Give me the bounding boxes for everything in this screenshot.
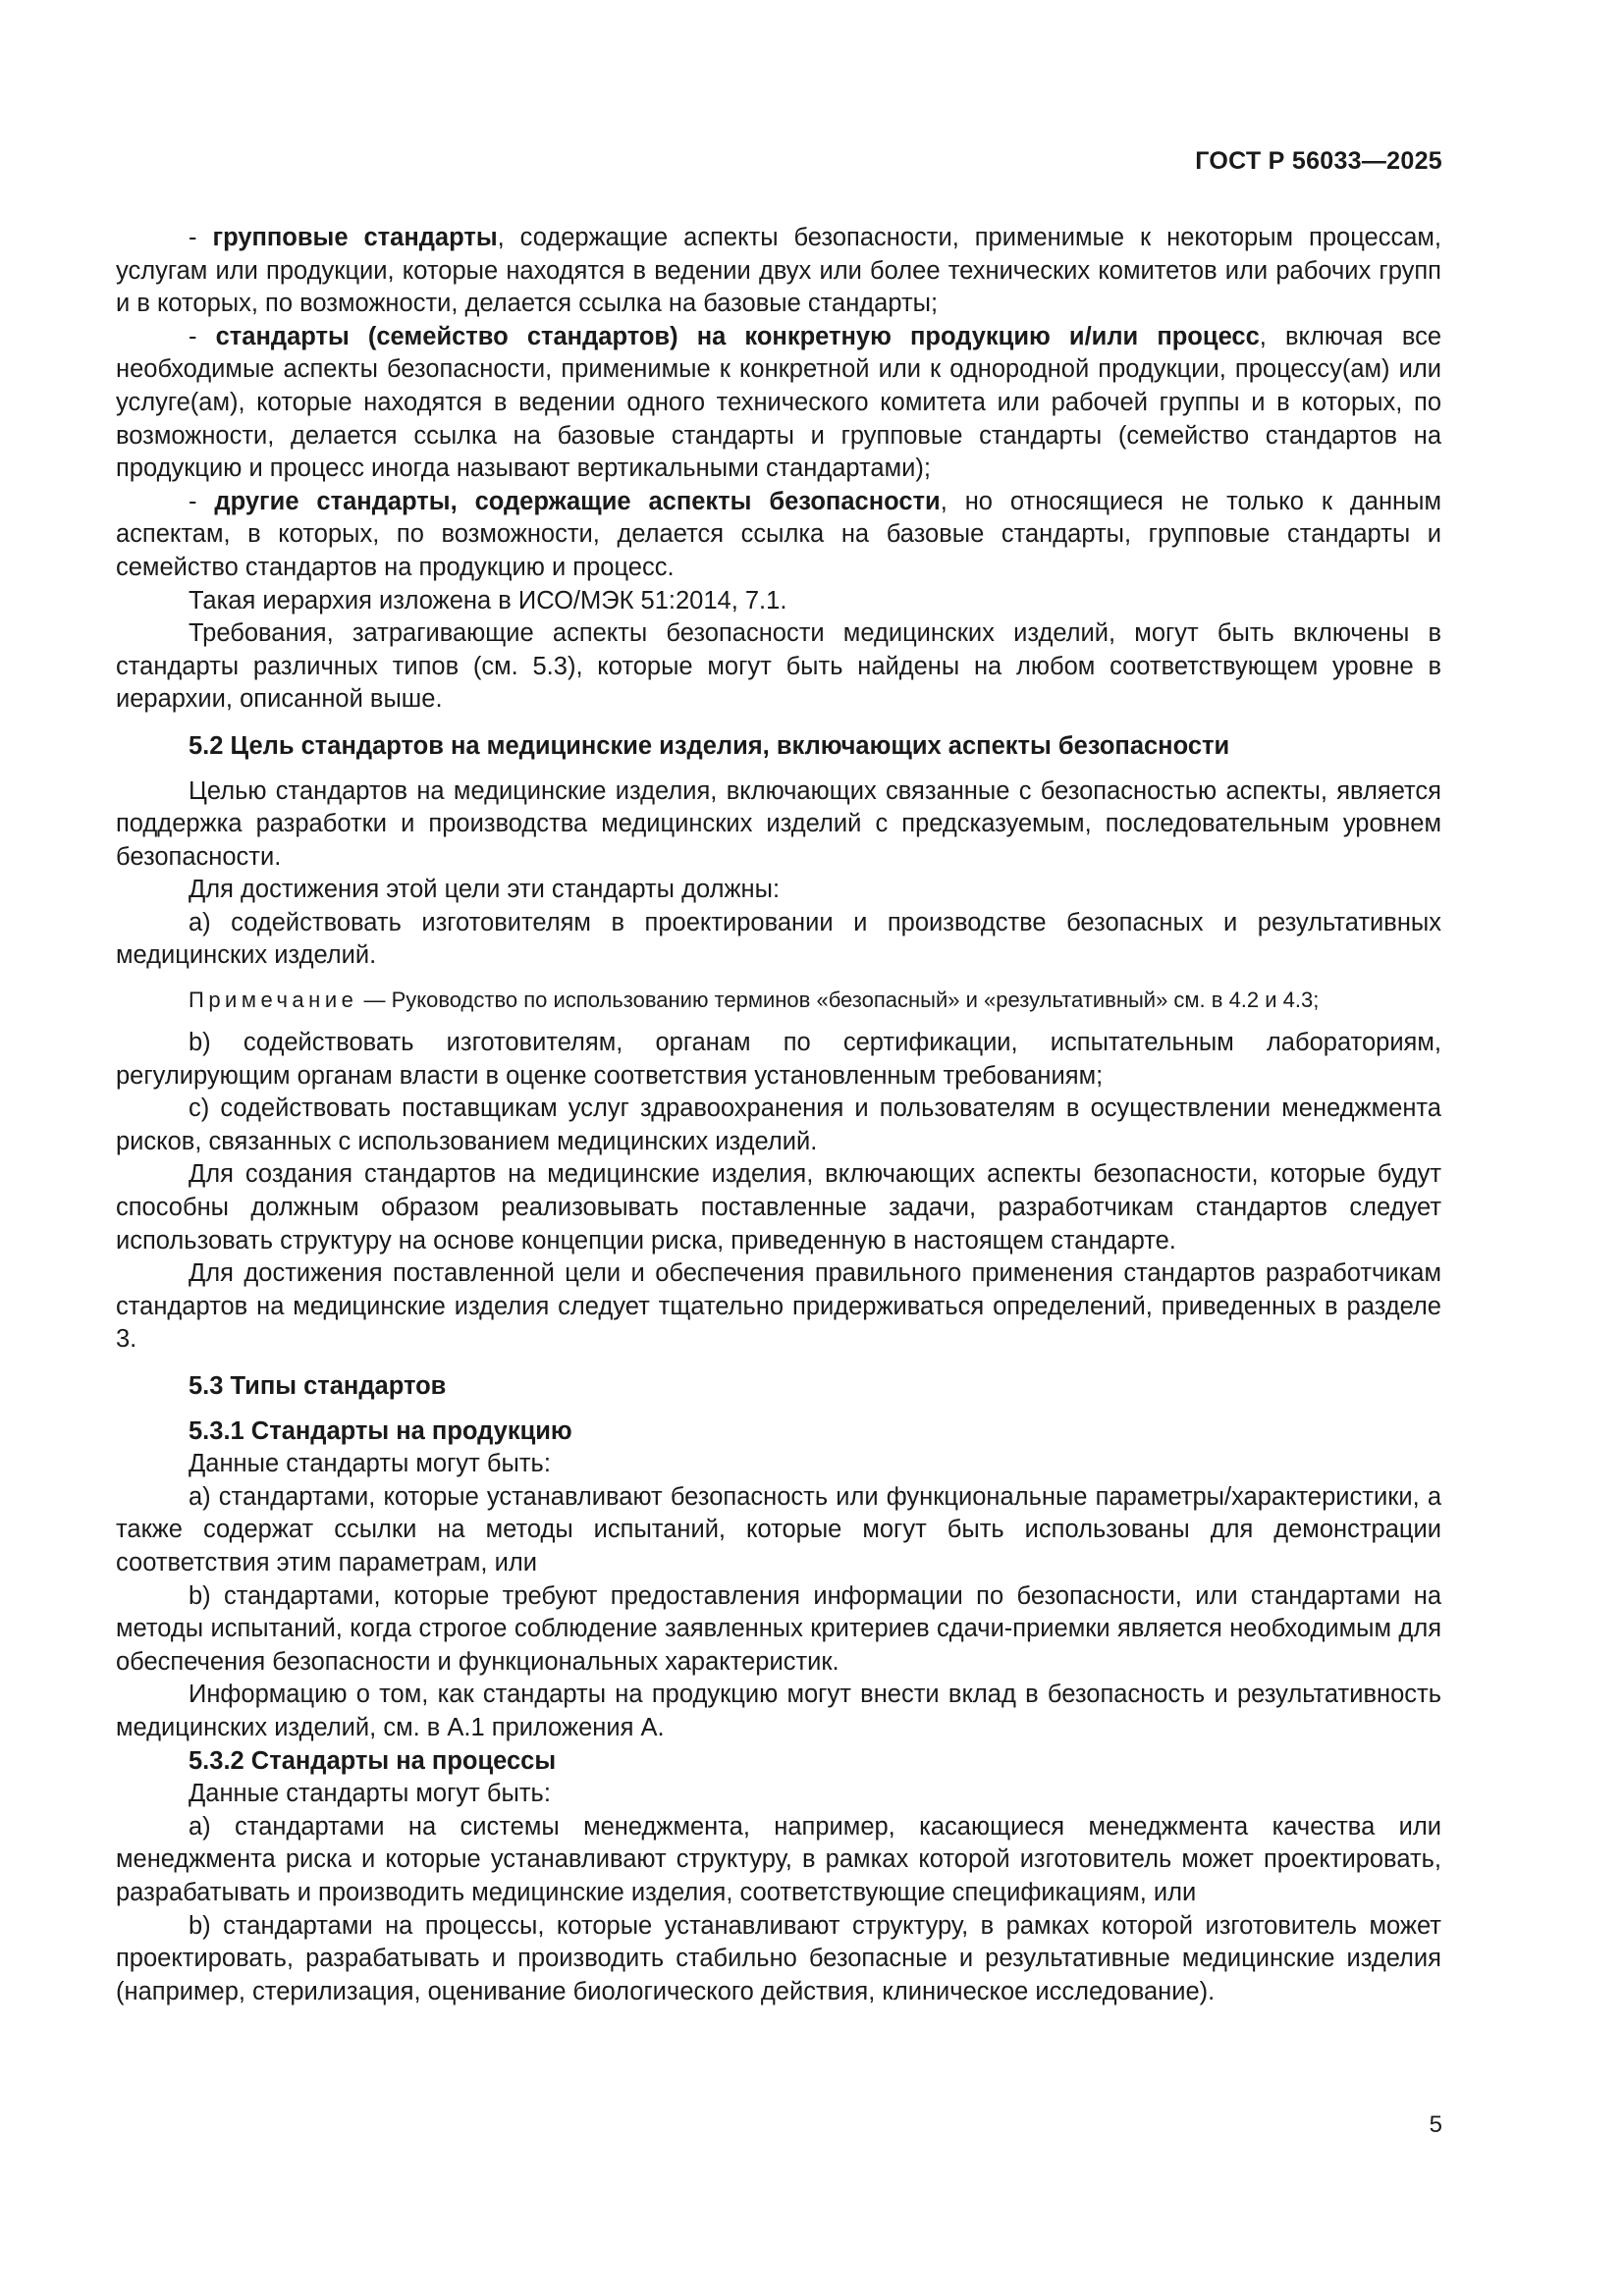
- list-item: c) содействовать поставщикам услуг здравоохранения и пользователям в осуществлении менеджмента рисков, связанных с использованием медицинских изделий.: [116, 1095, 1441, 1155]
- note: [116, 985, 1441, 1015]
- note-label: Примечание: [189, 988, 358, 1013]
- list-item-other-standards: - другие стандарты, содержащие аспекты безопасности, но относящиеся не только к данным аспектам, в которых, по возможности, делается ссылка на базовые стандарты, групповые стандарты и семейство стандартов на продукцию и процесс.: [116, 487, 1441, 581]
- subsection-heading-5-3-1: 5.3.1 Стандарты на продукцию: [189, 1416, 572, 1445]
- list-item-product-standards: - стандарты (семейство стандартов) на конкретную продукцию и/или процесс, включая все необходимые аспекты безопасности, применимые к конкретной или к однородной продукции, процессу(ам) или услуге(ам), которые находятся в ведении одного технического комитета или рабочей группы и в которых, по возможности, делается ссылка на базовые стандарты и групповые стандарты (семейство стандартов на продукцию и процесс иногда называют вертикальными стандартами);: [116, 322, 1442, 483]
- paragraph-text: , но относящиеся не только к данным аспектам, в которых, по возможности, делается ссылка на базовые стандарты, групповые стандарты и семейство стандартов на продукцию и процесс.: [116, 487, 1441, 581]
- paragraph: Целью стандартов на медицинские изделия, включающих связанные с безопасностью аспекты, является поддержка разработки и производства медицинских изделий с предсказуемым, последовательным уровнем безопасности.: [116, 776, 1441, 871]
- document-body: [116, 222, 1441, 2008]
- list-item: b) стандартами, которые требуют предоставления информации по безопасности, или стандартами на методы испытаний, когда строгое соблюдение заявленных критериев сдачи-приемки является необходимым для обеспечения безопасности и функциональных характеристик.: [116, 1581, 1441, 1676]
- paragraph: Данные стандарты могут быть:: [189, 1780, 551, 1808]
- list-item: a) содействовать изготовителям в проектировании и производстве безопасных и результативных медицинских изделий.: [116, 908, 1441, 970]
- subsection-heading-5-3-2: 5.3.2 Стандарты на процессы: [189, 1746, 557, 1775]
- paragraph: Для создания стандартов на медицинские изделия, включающих аспекты безопасности, которые будут способны должным образом реализовывать поставленные задачи, разработчикам стандартов следует использовать структуру на основе концепции риска, приведенную в настоящем стандарте.: [116, 1160, 1441, 1255]
- paragraph-text: , содержащие аспекты безопасности, применимые к некоторым процессам, услугам или продукции, которые находятся в ведении двух или более технических комитетов или рабочих групп и в которых, по возможности, делается ссылка на базовые стандарты;: [116, 224, 1441, 318]
- section-heading-5-3: 5.3 Типы стандартов: [189, 1372, 447, 1400]
- paragraph-text: , включая все необходимые аспекты безопасности, применимые к конкретной или к однородной продукции, процессу(ам) или услуге(ам), которые находятся в ведении одного технического комитета или рабочей группы и в которых, по возможности, делается ссылка на базовые стандарты и групповые стандарты (семейство стандартов на продукцию и процесс иногда называют вертикальными стандартами);: [116, 322, 1442, 483]
- term-bold: групповые стандарты: [212, 224, 498, 251]
- paragraph: Данные стандарты могут быть:: [189, 1450, 551, 1478]
- term-bold: стандарты (семейство стандартов) на конкретную продукцию и/или процесс: [215, 322, 1260, 350]
- term-bold: другие стандарты, содержащие аспекты безопасности: [214, 487, 941, 515]
- page-number: 5: [1429, 2111, 1442, 2138]
- paragraph: Информацию о том, как стандарты на продукцию могут внести вклад в безопасность и результативность медицинских изделий, см. в А.1 приложения А.: [116, 1681, 1441, 1741]
- list-item: a) стандартами, которые устанавливают безопасность или функциональные параметры/характеристики, а также содержат ссылки на методы испытаний, которые могут быть использованы для демонстрации соответствия этим параметрам, или: [116, 1482, 1441, 1576]
- list-item: b) содействовать изготовителям, органам по сертификации, испытательным лабораториям, регулирующим органам власти в оценке соответствия установленным требованиям;: [116, 1029, 1441, 1090]
- list-item-group-standards: - групповые стандарты, содержащие аспекты безопасности, применимые к некоторым процессам, услугам или продукции, которые находятся в ведении двух или более технических комитетов или рабочих групп и в которых, по возможности, делается ссылка на базовые стандарты;: [116, 224, 1441, 318]
- note-text: — Руководство по использованию терминов «безопасный» и «результативный» см. в 4.2 и 4.3;: [357, 988, 1320, 1013]
- document-id-header: ГОСТ Р 56033—2025: [1195, 147, 1442, 175]
- section-heading-5-2: 5.2 Цель стандартов на медицинские изделия, включающих аспекты безопасности: [189, 731, 1230, 760]
- list-item: a) стандартами на системы менеджмента, например, касающиеся менеджмента качества или менеджмента риска и которые устанавливают структуру, в рамках которой изготовитель может проектировать, разрабатывать и производить медицинские изделия, соответствующие спецификациям, или: [116, 1812, 1441, 1906]
- paragraph: Для достижения поставленной цели и обеспечения правильного применения стандартов разработчикам стандартов на медицинские изделия следует тщательно придерживаться определений, приведенных в разделе 3.: [116, 1259, 1441, 1354]
- paragraph: Требования, затрагивающие аспекты безопасности медицинских изделий, могут быть включены в стандарты различных типов (см. 5.3), которые могут быть найдены на любом соответствующем уровне в иерархии, описанной выше.: [116, 619, 1441, 714]
- paragraph: Для достижения этой цели эти стандарты должны:: [189, 876, 781, 904]
- paragraph: Такая иерархия изложена в ИСО/МЭК 51:2014, 7.1.: [189, 586, 787, 614]
- list-item: b) стандартами на процессы, которые устанавливают структуру, в рамках которой изготовитель может проектировать, разрабатывать и производить стабильно безопасные и результативные медицинские изделия (например, стерилизация, оценивание биологического действия, клиническое исследование).: [116, 1911, 1441, 2005]
